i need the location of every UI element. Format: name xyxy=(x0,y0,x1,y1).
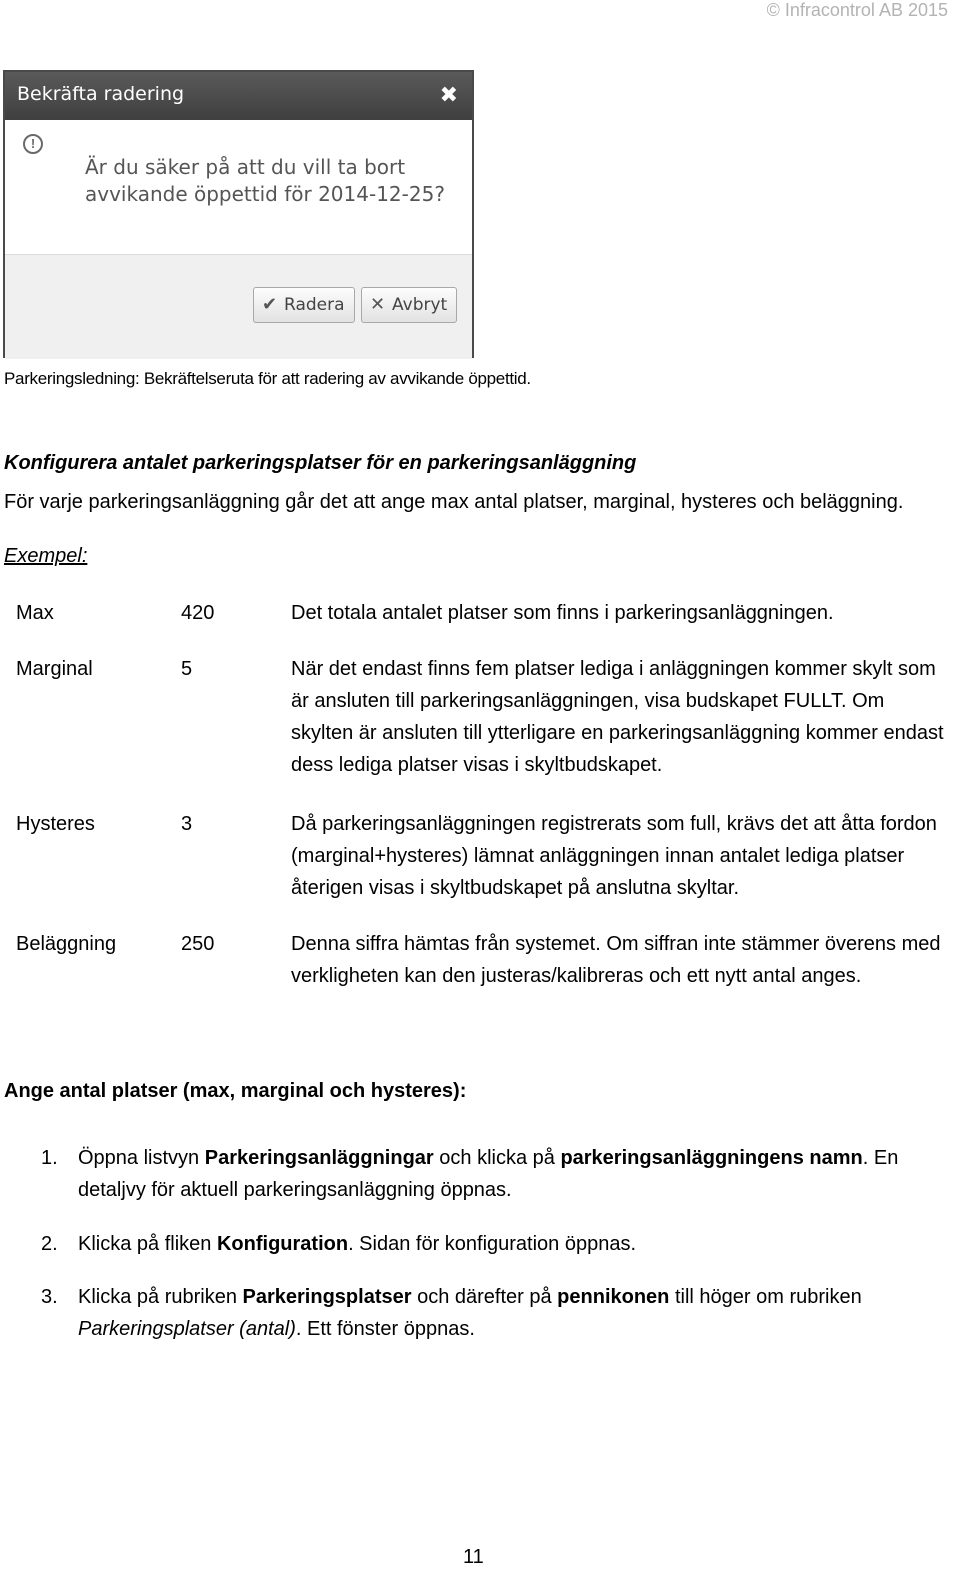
dialog-title: Bekräfta radering xyxy=(17,83,185,105)
row-value-marginal: 5 xyxy=(181,658,193,680)
warning-icon: ! xyxy=(23,134,43,154)
page-number: 11 xyxy=(463,1546,484,1568)
copyright-notice: © Infracontrol AB 2015 xyxy=(766,0,948,20)
step-number: 1. xyxy=(41,1147,58,1169)
figure-caption: Parkeringsledning: Bekräftelseruta för att radering av avvikande öppettid. xyxy=(4,369,531,388)
confirm-delete-dialog xyxy=(3,70,474,358)
checkmark-icon: ✔ xyxy=(262,294,278,315)
step-number: 2. xyxy=(41,1233,58,1255)
cancel-label: Avbryt xyxy=(392,295,448,315)
section-intro: För varje parkeringsanläggning går det att ange max antal platser, marginal, hysteres och beläggning. xyxy=(4,491,904,513)
confirm-delete-button[interactable] xyxy=(253,287,355,323)
section-title: Konfigurera antalet parkeringsplatser för en parkeringsanläggning xyxy=(4,452,637,474)
step-text: Öppna listvyn Parkeringsanläggningar och klicka på parkeringsanläggningens namn. En detaljvy för aktuell parkeringsanläggning öppnas. xyxy=(78,1147,899,1201)
dialog-footer xyxy=(5,255,472,359)
row-desc-marginal: När det endast finns fem platser lediga i anläggningen kommer skylt som är ansluten till parkeringsanläggningen, visa budskapet FULLT. Om skylten är ansluten till ytterligare en parkeringsanläggning kommer endast dess lediga platser visas i skyltbudskapet. xyxy=(291,658,944,776)
dialog-header xyxy=(5,72,472,120)
row-name-max: Max xyxy=(16,602,54,624)
example-label: Exempel: xyxy=(4,545,88,567)
step-text: Klicka på fliken Konfiguration. Sidan för konfiguration öppnas. xyxy=(78,1233,637,1255)
row-name-belaggning: Beläggning xyxy=(16,933,117,955)
step-text: Klicka på rubriken Parkeringsplatser och därefter på pennikonen till höger om rubriken Parkeringsplatser (antal). Ett fönster öppnas. xyxy=(78,1286,862,1340)
cancel-button[interactable] xyxy=(361,287,457,323)
row-desc-max: Det totala antalet platser som finns i parkeringsanläggningen. xyxy=(291,602,834,624)
row-desc-hysteres: Då parkeringsanläggningen registrerats som full, krävs det att åtta fordon (marginal+hysteres) lämnat anläggningen innan antalet lediga platser återigen visas i skyltbudskapet på anslutna skyltar. xyxy=(291,813,937,899)
confirm-delete-label: Radera xyxy=(284,295,345,315)
steps-heading: Ange antal platser (max, marginal och hysteres): xyxy=(4,1080,467,1102)
row-value-max: 420 xyxy=(181,602,215,624)
row-desc-belaggning: Denna siffra hämtas från systemet. Om siffran inte stämmer överens med verkligheten kan den justeras/kalibreras och ett nytt antal anges. xyxy=(291,933,941,987)
row-name-hysteres: Hysteres xyxy=(16,813,95,835)
row-value-hysteres: 3 xyxy=(181,813,193,835)
step-number: 3. xyxy=(41,1286,58,1308)
row-name-marginal: Marginal xyxy=(16,658,93,680)
cross-icon: ✕ xyxy=(370,294,386,315)
close-icon[interactable]: ✖ xyxy=(439,82,458,107)
dialog-body xyxy=(5,120,472,255)
row-value-belaggning: 250 xyxy=(181,933,215,955)
dialog-message: Är du säker på att du vill ta bort avvikande öppettid för 2014-12-25? xyxy=(85,155,445,206)
